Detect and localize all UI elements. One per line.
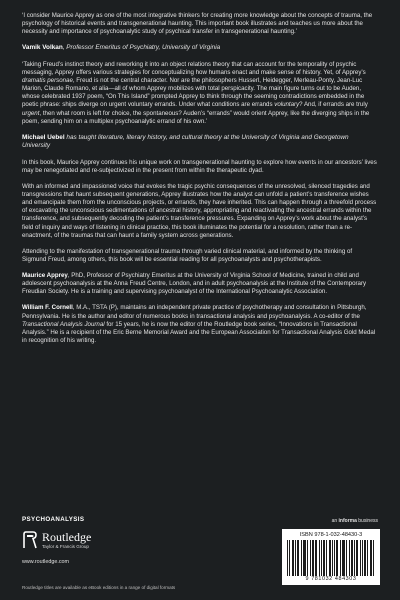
barcode-bar [329,540,330,576]
endorsement-attribution-uebel [22,134,378,151]
barcode-bar [356,540,357,576]
barcode-bar [326,540,327,576]
endorser-affiliation: , Professor Emeritus of Psychiatry, University of Virginia [62,44,221,52]
barcode-bar [301,540,302,576]
barcode-bar [352,540,353,576]
barcode-bar [304,540,305,576]
informa-business-tag: an informa business [331,518,378,524]
author-bio-apprey: Maurice Apprey, PhD, Professor of Psychiatry Emeritus at the University of Virginia School of Medicine, trained in child and adolescent psychoanalysis at the Anna Freud Centre, London, and in adult psychoanalysis at the Institute of the Contemporary Freudian Society. He is a training and supervising psychoanalyst of the International Psychoanalytic Association. [22,272,367,296]
author-bio-cornell: William F. Cornell, M.A., TSTA (P), maintains an independent private practice of psychotherapy and consultation in Pittsburgh, Pennsylvania. He is the author and editor of numerous books in transactional analysis and psychoanalysis. A co-editor of the Transactional Analysis Journal for 15 years, he is now the editor of the Routledge book series, “Innovations in Transactional Analysis.” He is a recipient of the Eric Berne Memorial Award and the European Association for Transactional Analysis Gold Medal in recognition of his writing. [22,304,376,344]
endorser-affiliation: has taught literature, literary history, and cultural theory at the University of Virginia and Georgetown University [22,133,349,150]
barcode-bar [332,540,333,576]
barcode-bar [349,540,350,576]
description-paragraph: With an informed and impassioned voice that evokes the tragic psychic consequences of the unresolved, silenced tragedies and transgressions that haunt subsequent generations, Apprey illustrates how the analyst can unfold a patient’s transference wishes and emancipate them from the unconscious projects, or errands, they have inherited. This can happen through a threefold process of excavating the unconscious sedimentations of ancestral history, appropriating and reactivating the ancestral errands within the transference, and subsequently decoding the patient’s transference pressures. Expanding on Apprey’s work about the analyst’s field of inquiry and ways of listening in clinical practice, this book illuminates the potential for a resolution, rather than a re-enactment, of the traumas that can haunt a family system across generations. [22,182,377,239]
isbn-number: ISBN 978-1-032-48430-3 [299,532,363,538]
routledge-logo [22,531,91,549]
description-paragraph: Attending to the manifestation of transgenerational trauma through varied clinical material, and informed by the thinking of Sigmund Freud, among others, this book will be essential reading for all psychoanalysts and psychotherapists. [22,247,353,263]
publisher-name: Routledge [42,530,92,544]
barcode-bar [364,540,365,576]
barcode-bar [287,540,288,576]
isbn-barcode [282,529,380,585]
ebook-availability-note: Routledge titles are available as eBook editions in a range of digital formats [22,585,176,590]
barcode-digits: 9 781032 484303 [305,576,357,582]
barcode-bar [370,540,371,576]
routledge-logo-icon [22,531,38,549]
barcode-bar [343,540,344,576]
endorsement-attribution-volkan [22,44,378,52]
barcode-bar [312,540,313,576]
barcode-bar [298,540,299,576]
publisher-group: Taylor & Francis Group [42,544,89,549]
barcode-bar [305,540,306,576]
endorser-name: Michael Uebel [22,133,65,141]
barcode-bar [324,540,325,576]
barcode-bar [334,540,335,576]
barcode-bar [323,540,324,576]
endorsement-quote-volkan: ‘I consider Maurice Apprey as one of the most integrative thinkers for creating more knowledge about the concepts of trauma, the psychology of historical events and transgenerational haunting. This important book illustrates and teaches us more about the necessity and importance of psychoanalytic study of psychical transfer in transgenerational haunting.’ [22,12,373,36]
barcode-bar [373,540,374,576]
barcode-bar [313,540,314,576]
subject-category: PSYCHOANALYSIS [22,516,85,523]
barcode-bar [371,540,372,576]
barcode-bar [330,540,331,576]
publisher-website: www.routledge.com [22,559,70,565]
barcode-bar [321,540,322,576]
barcode-bar [297,540,298,576]
barcode-bar [310,540,311,576]
description-paragraph: In this book, Maurice Apprey continues his unique work on transgenerational haunting to explore how events in our ancestors’ lives may be renegotiated and re-subjectivized in the present from within the therapeutic dyad. [22,158,377,174]
barcode-bar [316,540,317,576]
barcode-bars [287,540,375,576]
back-cover-text [22,12,378,353]
endorser-name: Vamik Volkan [22,44,63,52]
barcode-bar [307,540,308,576]
barcode-bar [289,540,290,576]
barcode-bar [354,540,355,576]
barcode-bar [344,540,345,576]
barcode-bar [357,540,358,576]
endorsement-quote-uebel: ‘Taking Freud’s instinct theory and reworking it into an object relations theory that can account for the temporality of psychic messaging, Apprey offers various strategies for conceptualizing how humans enact and make sense of history. Yet, of Apprey’s dramatis personae, Freud is not the central character. Nor are the philosophers Husserl, Heidegger, Merleau-Ponty, Jean-Luc Marion, Claude Romano, et alia—all of whom Apprey mobilizes with total perspicacity. The main figure turns out to be Auden, whose celebrated 1937 poem, “On This Island” prompted Apprey to think through the seeming contradictions embedded in the poetic phrase: ships diverge on urgent voluntary errands. Under what conditions are errands voluntary? And, if errands are truly urgent, then what room is left for choice, the spontaneous? Auden’s “errands” would orient Apprey, like the diverging ships in the poem, sending him on a multiplex psychoanalytic errand of his own.’ [22,60,370,125]
barcode-bar [365,540,366,576]
barcode-bar [315,540,316,576]
barcode-bar [360,540,361,576]
barcode-bar [303,540,304,576]
author-name: William F. Cornell [22,304,73,312]
barcode-bar [337,540,338,576]
barcode-bar [292,540,293,576]
barcode-bar [346,540,347,576]
barcode-bar [362,540,363,576]
barcode-bar [293,540,294,576]
barcode-bar [342,540,343,576]
author-name: Maurice Apprey [22,272,68,280]
barcode-bar [319,540,320,576]
barcode-bar [340,540,341,576]
barcode-bar [295,540,296,576]
barcode-bar [367,540,368,576]
barcode-bar [351,540,352,576]
barcode-bar [336,540,337,576]
